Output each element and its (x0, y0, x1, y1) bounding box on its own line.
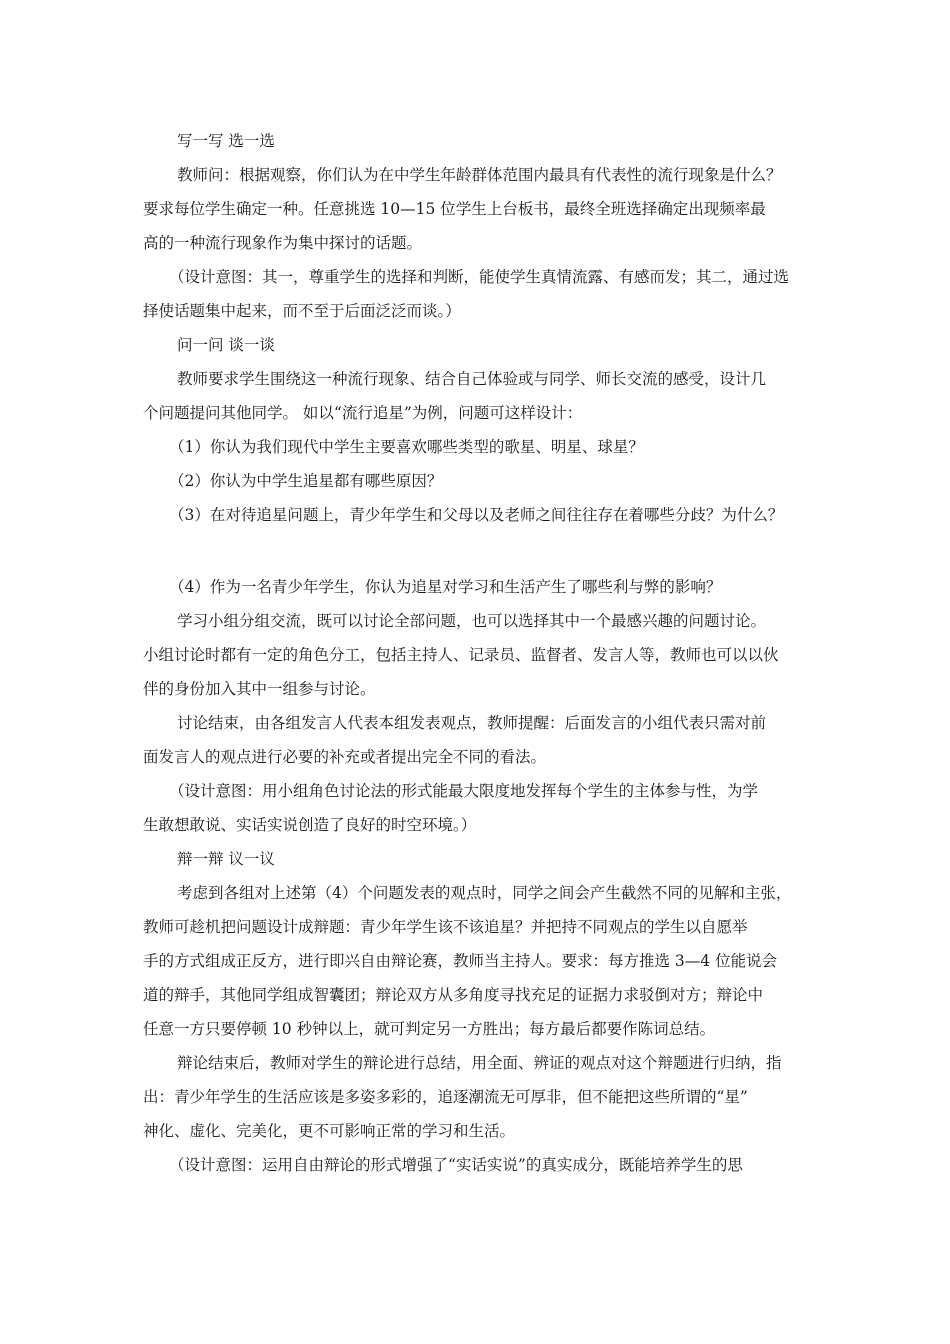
design-intent-note: （设计意图：其一，尊重学生的选择和判断，能使学生真情流露、有感而发；其二，通过选 (169, 268, 790, 286)
design-intent-note: （设计意图：运用自由辩论的形式增强了“实话实说”的真实成分，既能培养学生的思 (169, 1156, 743, 1174)
document-body (143, 124, 823, 1182)
question-item-4: （4）作为一名青少年学生，你认为追星对学习和生活产生了哪些利与弊的影响？ (169, 578, 722, 596)
paragraph-line: 手的方式组成正反方，进行即兴自由辩论赛，教师当主持人。要求：每方推选 3—4 位能说会 (143, 952, 778, 970)
question-item-1: （1）你认为我们现代中学生主要喜欢哪些类型的歌星、明星、球星？ (169, 438, 644, 456)
paragraph-line: 出：青少年学生的生活应该是多姿多彩的，追逐潮流无可厚非，但不能把这些所谓的“星” (143, 1088, 748, 1106)
paragraph-line: 辩论结束后，教师对学生的辩论进行总结，用全面、辨证的观点对这个辩题进行归纳，指 (177, 1054, 782, 1072)
section-heading-write-choose: 写一写 选一选 (177, 132, 275, 150)
question-item-3: （3）在对待追星问题上，青少年学生和父母以及老师之间往往存在着哪些分歧？为什么？ (169, 506, 784, 524)
paragraph-line: 生敢想敢说、实话实说创造了良好的时空环境。） (143, 816, 477, 834)
paragraph-line: 高的一种流行现象作为集中探讨的话题。 (143, 234, 423, 252)
paragraph-line: 要求每位学生确定一种。任意挑选 10—15 位学生上台板书，最终全班选择确定出现频率最 (143, 200, 766, 218)
question-item-2: （2）你认为中学生追星都有哪些原因？ (169, 472, 443, 490)
paragraph-line: 道的辩手，其他同学组成智囊团；辩论双方从多角度寻找充足的证据力求驳倒对方；辩论中 (143, 986, 764, 1004)
paragraph-line: 考虑到各组对上述第（4）个问题发表的观点时，同学之间会产生截然不同的见解和主张， (177, 884, 792, 902)
design-intent-note: （设计意图：用小组角色讨论法的形式能最大限度地发挥每个学生的主体参与性，为学 (169, 782, 759, 800)
section-heading-debate: 辩一辩 议一议 (177, 850, 275, 868)
paragraph-line: 教师问：根据观察，你们认为在中学生年龄群体范围内最具有代表性的流行现象是什么？ (177, 166, 782, 184)
paragraph-line: 学习小组分组交流，既可以讨论全部问题，也可以选择其中一个最感兴趣的问题讨论。 (177, 612, 767, 630)
paragraph-line: 个问题提问其他同学。 如以“流行追星”为例，问题可这样设计： (143, 404, 583, 422)
paragraph-line: 任意一方只要停顿 10 秒钟以上，就可判定另一方胜出；每方最后都要作陈词总结。 (143, 1020, 716, 1038)
paragraph-line: 面发言人的观点进行必要的补充或者提出完全不同的看法。 (143, 748, 547, 766)
section-heading-ask-talk: 问一问 谈一谈 (177, 336, 275, 354)
paragraph-line: 择使话题集中起来，而不至于后面泛泛而谈。） (143, 302, 461, 320)
paragraph-line: 讨论结束，由各组发言人代表本组发表观点，教师提醒：后面发言的小组代表只需对前 (177, 714, 767, 732)
blank-gap (143, 532, 823, 570)
paragraph-line: 小组讨论时都有一定的角色分工，包括主持人、记录员、监督者、发言人等，教师也可以以伙 (143, 646, 779, 664)
paragraph-line: 教师要求学生围绕这一种流行现象、结合自己体验或与同学、师长交流的感受，设计几 (177, 370, 767, 388)
paragraph-line: 神化、虚化、完美化，更不可影响正常的学习和生活。 (143, 1122, 516, 1140)
paragraph-line: 伴的身份加入其中一组参与讨论。 (143, 680, 376, 698)
paragraph-line: 教师可趁机把问题设计成辩题：青少年学生该不该追星？并把持不同观点的学生以自愿举 (143, 918, 748, 936)
